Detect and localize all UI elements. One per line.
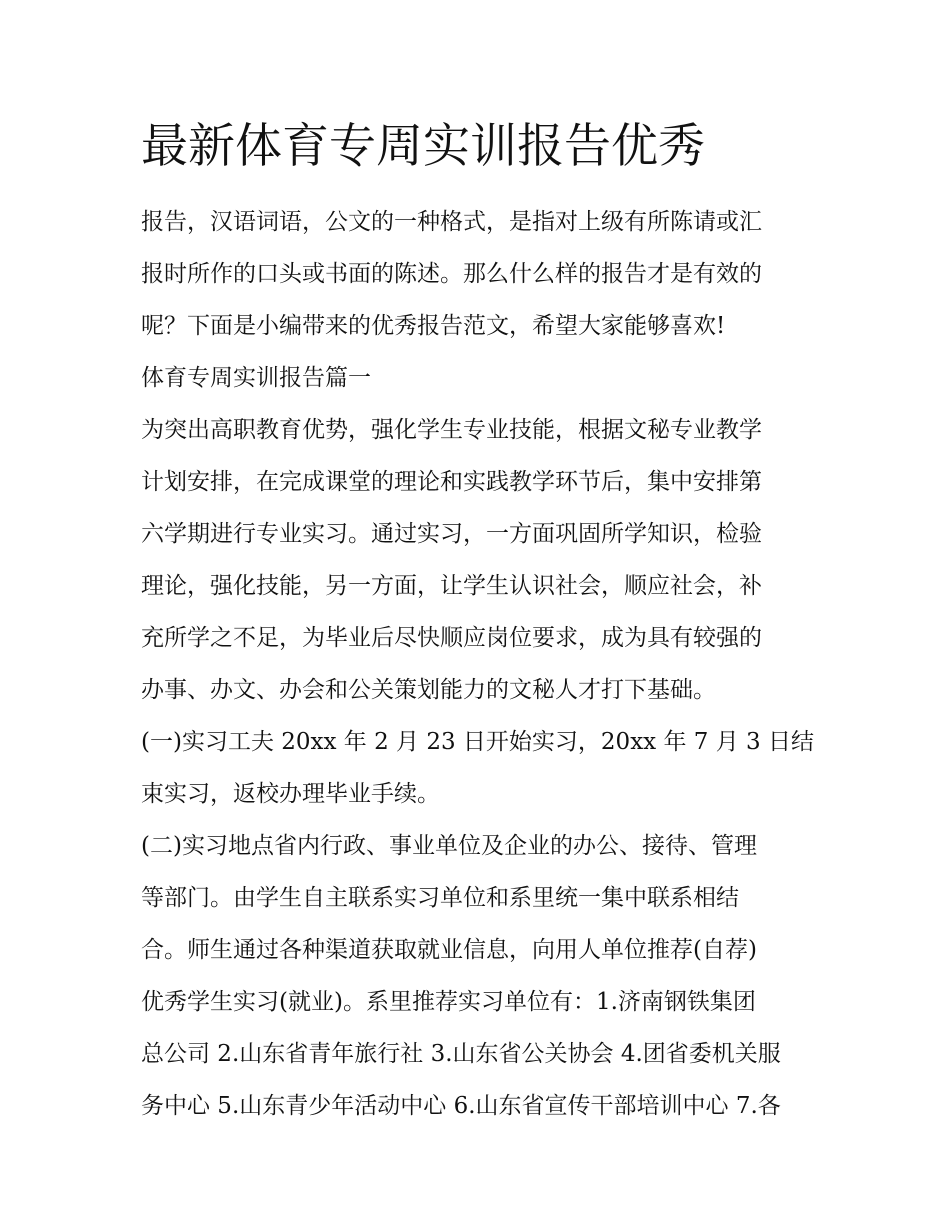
section-heading: 体育专周实训报告篇一 [141, 365, 371, 391]
body-line: 报告，汉语词语，公文的一种格式，是指对上级有所陈请或汇 [141, 209, 762, 235]
body-line: 充所学之不足，为毕业后尽快顺应岗位要求，成为具有较强的 [141, 625, 762, 651]
body-line: 报时所作的口头或书面的陈述。那么什么样的报告才是有效的 [141, 261, 762, 287]
body-line: 理论，强化技能，另一方面，让学生认识社会，顺应社会，补 [141, 573, 762, 599]
document-body [141, 196, 821, 1132]
body-line: (一)实习工夫 20xx 年 2 月 23 日开始实习，20xx 年 7 月 3 日结 [141, 729, 814, 755]
body-line: 束实习，返校办理毕业手续。 [141, 781, 440, 807]
body-line: 合。师生通过各种渠道获取就业信息，向用人单位推荐(自荐) [141, 937, 757, 963]
document-title: 最新体育专周实训报告优秀 [141, 119, 705, 174]
body-line: 优秀学生实习(就业)。系里推荐实习单位有：1.济南钢铁集团 [141, 989, 756, 1015]
body-line: 务中心 5.山东青少年活动中心 6.山东省宣传干部培训中心 7.各 [141, 1093, 781, 1119]
body-line: 为突出高职教育优势，强化学生专业技能，根据文秘专业教学 [141, 417, 762, 443]
body-line: 办事、办文、办会和公关策划能力的文秘人才打下基础。 [141, 677, 716, 703]
body-line: 总公司 2.山东省青年旅行社 3.山东省公关协会 4.团省委机关服 [141, 1041, 781, 1067]
body-line: 六学期进行专业实习。通过实习，一方面巩固所学知识，检验 [141, 521, 762, 547]
body-line: (二)实习地点省内行政、事业单位及企业的办公、接待、管理 [141, 833, 757, 859]
body-line: 计划安排，在完成课堂的理论和实践教学环节后，集中安排第 [141, 469, 762, 495]
body-line: 等部门。由学生自主联系实习单位和系里统一集中联系相结 [141, 885, 739, 911]
body-line: 呢？下面是小编带来的优秀报告范文，希望大家能够喜欢! [141, 313, 726, 339]
